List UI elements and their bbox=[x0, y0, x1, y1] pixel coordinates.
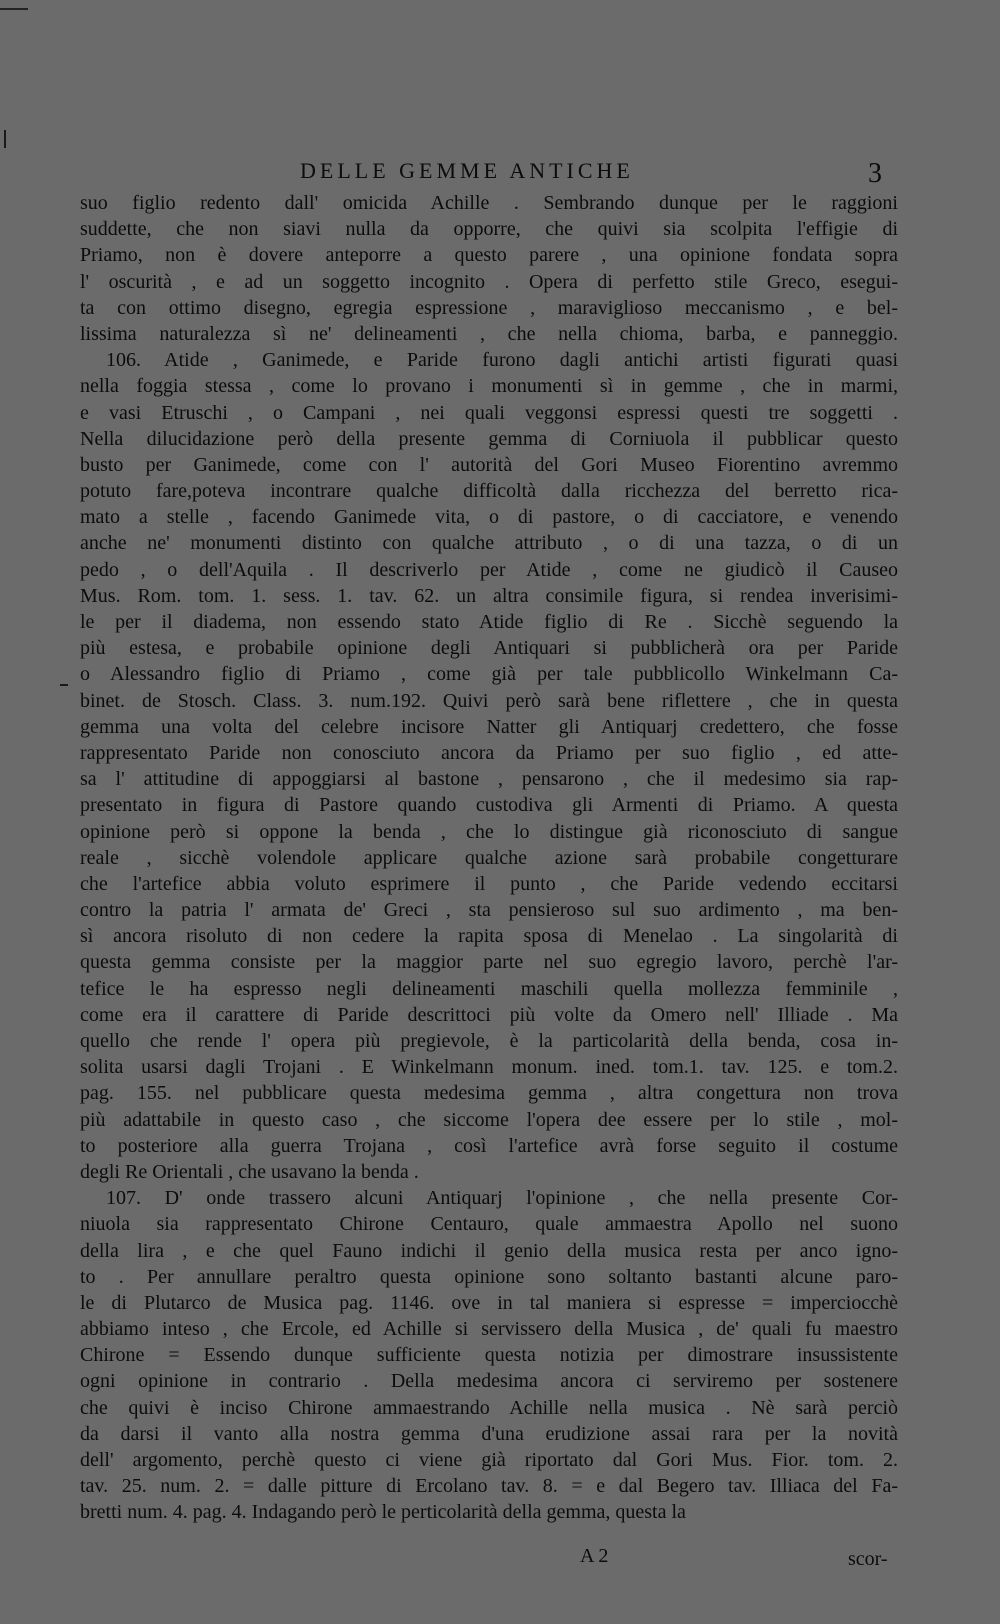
text-line: reale , sicchè volendole applicare qualche azione sarà probabile congetturare bbox=[80, 846, 898, 869]
text-line: le per il diadema, non essendo stato Atide figlio di Re . Sicchè seguendo la bbox=[80, 611, 898, 633]
text-line: lissima naturalezza sì ne' delineamenti , che nella chioma, barba, e panneggio. bbox=[80, 322, 898, 345]
text-line: Chirone = Essendo dunque sufficiente questa notizia per dimostrare insussistente bbox=[80, 1344, 898, 1367]
text-line: niuola sia rappresentato Chirone Centauro, quale ammaestra Apollo nel suono bbox=[80, 1213, 898, 1236]
text-line: l' oscurità , e ad un soggetto incognito . Opera di perfetto stile Greco, esegui- bbox=[80, 270, 898, 293]
text-line: le di Plutarco de Musica pag. 1146. ove in tal maniera si espresse = imperciocchè bbox=[80, 1291, 898, 1314]
text-line: degli Re Orientali , che usavano la benda . bbox=[80, 1160, 419, 1183]
text-line: suo figlio redento dall' omicida Achille . Sembrando dunque per le raggioni bbox=[80, 192, 898, 214]
text-line: abbiamo inteso , che Ercole, ed Achille si servissero della Musica , de' quali fu maestro bbox=[80, 1318, 898, 1341]
running-head: DELLE GEMME ANTICHE bbox=[300, 158, 634, 183]
text-line: mato a stelle , facendo Ganimede vita, o di pastore, o di cacciatore, e venendo bbox=[80, 506, 898, 529]
text-line: più adattabile in questo caso , che siccome l'opera dee essere per lo stile , mol- bbox=[80, 1108, 898, 1131]
text-line: più estesa, e probabile opinione degli Antiquari si pubblicherà ora per Paride bbox=[80, 637, 898, 660]
text-line: che l'artefice abbia voluto esprimere il punto , che Paride vedendo eccitarsi bbox=[80, 872, 898, 895]
text-line: 107. D' onde trassero alcuni Antiquarj l'opinione , che nella presente Cor- bbox=[106, 1187, 898, 1210]
text-line: dell' argomento, perchè questo ci viene già riportato dal Gori Mus. Fior. tom. 2. bbox=[80, 1449, 898, 1471]
text-line: questa gemma consiste per la maggior parte nel suo egregio lavoro, perchè l'ar- bbox=[80, 951, 898, 974]
left-margin-tick bbox=[4, 130, 6, 148]
text-line: suddette, che non siavi nulla da opporre, che quivi sia scolpita l'effigie di bbox=[80, 218, 898, 241]
left-margin-dash bbox=[60, 684, 68, 686]
text-line: o Alessandro figlio di Priamo , come già per tale pubblicollo Winkelmann Ca- bbox=[80, 663, 898, 686]
text-line: rappresentato Paride non conosciuto ancora da Priamo per suo figlio , ed atte- bbox=[80, 741, 898, 764]
text-line: ogni opinione in contrario . Della medesima ancora ci serviremo per sostenere bbox=[80, 1370, 898, 1393]
text-line: nella foggia stessa , come lo provano i monumenti sì in gemme , che in marmi, bbox=[80, 375, 898, 398]
text-line: bretti num. 4. pag. 4. Indagando però le perticolarità della gemma, questa la bbox=[80, 1501, 686, 1524]
text-line: 106. Atide , Ganimede, e Paride furono dagli antichi artisti figurati quasi bbox=[106, 349, 898, 372]
text-line: presentato in figura di Pastore quando custodiva gli Armenti di Priamo. A questa bbox=[80, 794, 898, 817]
text-line: contro la patria l' armata de' Greci , sta pensieroso sul suo ardimento , ma ben- bbox=[80, 899, 898, 922]
text-line: gemma una volta del celebre incisore Natter gli Antiquarj credettero, che fosse bbox=[80, 715, 898, 738]
text-line: anche ne' monumenti distinto con qualche attributo , o di una tazza, o di un bbox=[80, 532, 898, 555]
text-line: opinione però si oppone la benda , che lo distingue già riconosciuto di sangue bbox=[80, 820, 898, 843]
text-line: potuto fare,poteva incontrare qualche difficoltà dalla ricchezza del berretto rica- bbox=[80, 480, 898, 503]
text-line: pedo , o dell'Aquila . Il descriverlo per Atide , come ne giudicò il Causeo bbox=[80, 558, 898, 581]
text-line: Mus. Rom. tom. 1. sess. 1. tav. 62. un altra consimile figura, si rendea inverisimi- bbox=[80, 584, 898, 607]
text-line: to . Per annullare peraltro questa opinione sono soltanto bastanti alcune paro- bbox=[80, 1265, 898, 1288]
catchword: scor- bbox=[848, 1548, 888, 1570]
signature-mark: A 2 bbox=[580, 1545, 609, 1567]
body-text bbox=[80, 190, 898, 1526]
text-line: to posteriore alla guerra Trojana , così l'artefice avrà forse seguito il costume bbox=[80, 1134, 898, 1157]
text-line: Nella dilucidazione però della presente gemma di Corniuola il pubblicar questo bbox=[80, 427, 898, 450]
page-number: 3 bbox=[868, 158, 882, 189]
text-line: pag. 155. nel pubblicare questa medesima gemma , altra congettura non trova bbox=[80, 1082, 898, 1105]
text-line: tefice le ha espresso negli delineamenti maschili quella mollezza femminile , bbox=[80, 977, 898, 1000]
text-line: che quivi è inciso Chirone ammaestrando Achille nella musica . Nè sarà perciò bbox=[80, 1396, 898, 1419]
text-line: da darsi il vanto alla nostra gemma d'una erudizione assai rara per la novità bbox=[80, 1422, 898, 1445]
text-line: sì ancora risoluto di non cedere la rapita sposa di Menelao . La singolarità di bbox=[80, 925, 898, 948]
text-line: solita usarsi dagli Trojani . E Winkelmann monum. ined. tom.1. tav. 125. e tom.2. bbox=[80, 1056, 898, 1079]
text-line: busto per Ganimede, come con l' autorità del Gori Museo Fiorentino avremmo bbox=[80, 453, 898, 476]
text-line: quello che rende l' opera più pregievole, è la particolarità della benda, cosa in- bbox=[80, 1030, 898, 1052]
text-line: e vasi Etruschi , o Campani , nei quali veggonsi espressi questi tre soggetti . bbox=[80, 401, 898, 424]
text-line: sa l' attitudine di appoggiarsi al bastone , pensarono , che il medesimo sia rap- bbox=[80, 768, 898, 791]
text-line: tav. 25. num. 2. = dalle pitture di Ercolano tav. 8. = e dal Begero tav. Illiaca del Fa- bbox=[80, 1475, 898, 1498]
text-line: come era il carattere di Paride descrittoci più volte da Omero nell' Illiade . Ma bbox=[80, 1003, 898, 1026]
text-line: della lira , e che quel Fauno indichi il genio della musica resta per anco igno- bbox=[80, 1239, 898, 1262]
scan-corner-mark bbox=[0, 8, 28, 10]
text-line: ta con ottimo disegno, egregia espressione , maraviglioso meccanismo , e bel- bbox=[80, 296, 898, 319]
text-line: Priamo, non è dovere anteporre a questo parere , una opinione fondata sopra bbox=[80, 244, 898, 267]
text-line: binet. de Stosch. Class. 3. num.192. Quivi però sarà bene riflettere , che in questa bbox=[80, 689, 898, 712]
